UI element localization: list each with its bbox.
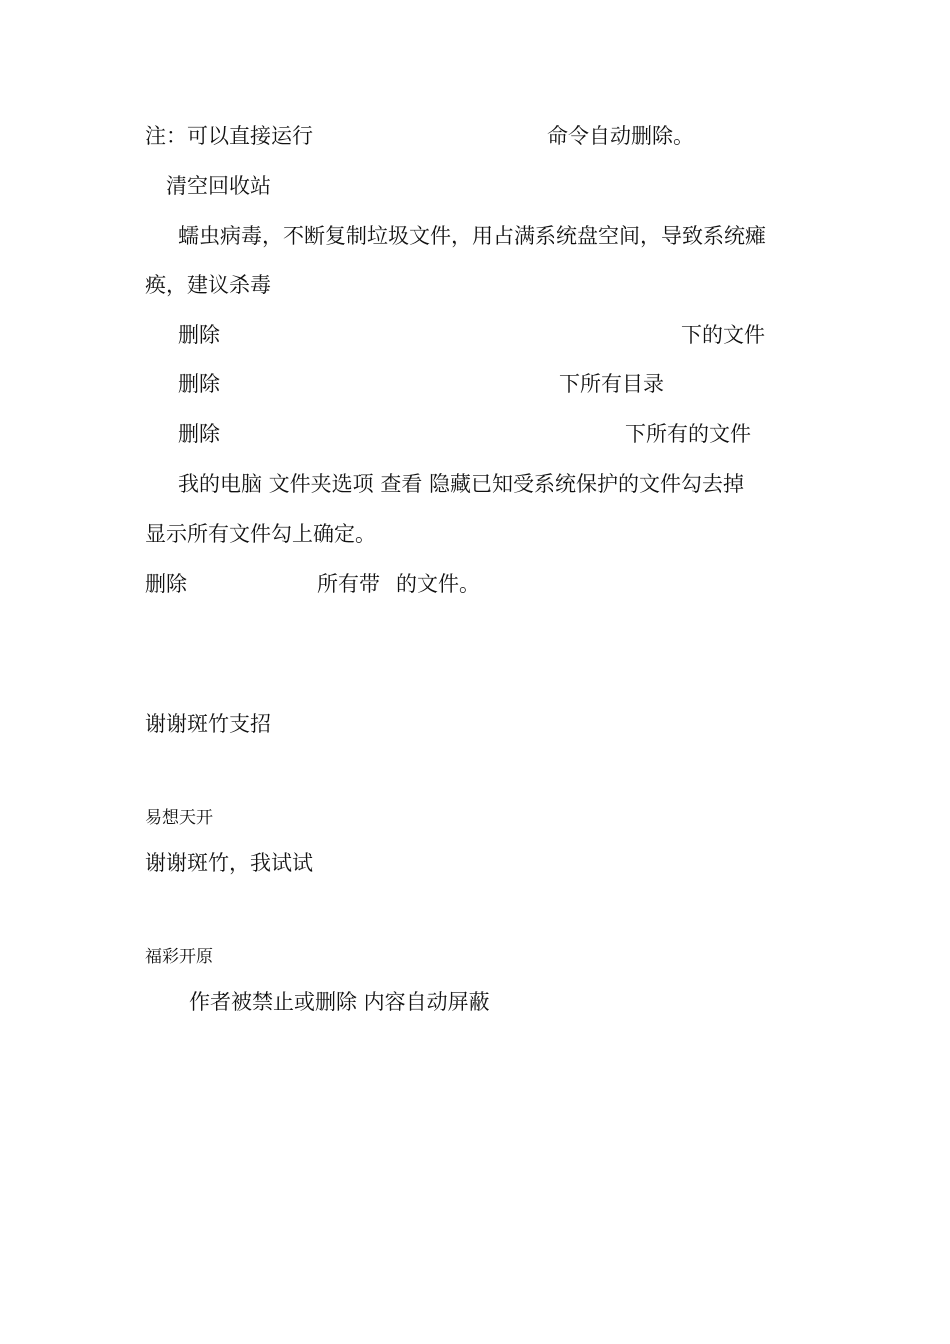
thanks-reply: 谢谢斑竹支招: [145, 712, 271, 736]
folder-options-line-1: 我的电脑 文件夹选项 查看 隐藏已知受系统保护的文件勾去掉: [178, 472, 745, 496]
author-name: 福彩开原: [145, 947, 213, 967]
delete-files-tail: 下的文件: [681, 323, 765, 347]
folder-options-line-2: 显示所有文件勾上确定。: [145, 522, 376, 546]
reply-text: 谢谢斑竹，我试试: [145, 851, 313, 875]
worm-virus-line-2: 痪，建议杀毒: [145, 273, 271, 297]
delete-files-verb: 删除: [178, 323, 220, 347]
delete-all-files-verb: 删除: [178, 422, 220, 446]
empty-recycle-heading: 清空回收站: [166, 174, 271, 198]
blocked-content-notice: 作者被禁止或删除 内容自动屏蔽: [189, 990, 490, 1014]
note-start: 注：可以直接运行: [145, 124, 313, 148]
delete-with-tail: 的文件。: [396, 572, 480, 596]
author-name: 易想天开: [145, 808, 213, 828]
worm-virus-line-1: 蠕虫病毒，不断复制垃圾文件，用占满系统盘空间，导致系统瘫: [178, 224, 766, 248]
delete-dirs-tail: 下所有目录: [559, 372, 664, 396]
note-end: 命令自动删除。: [547, 124, 694, 148]
delete-with-middle: 所有带: [317, 572, 380, 596]
delete-with-verb: 删除: [145, 572, 187, 596]
delete-all-files-tail: 下所有的文件: [625, 422, 751, 446]
delete-dirs-verb: 删除: [178, 372, 220, 396]
